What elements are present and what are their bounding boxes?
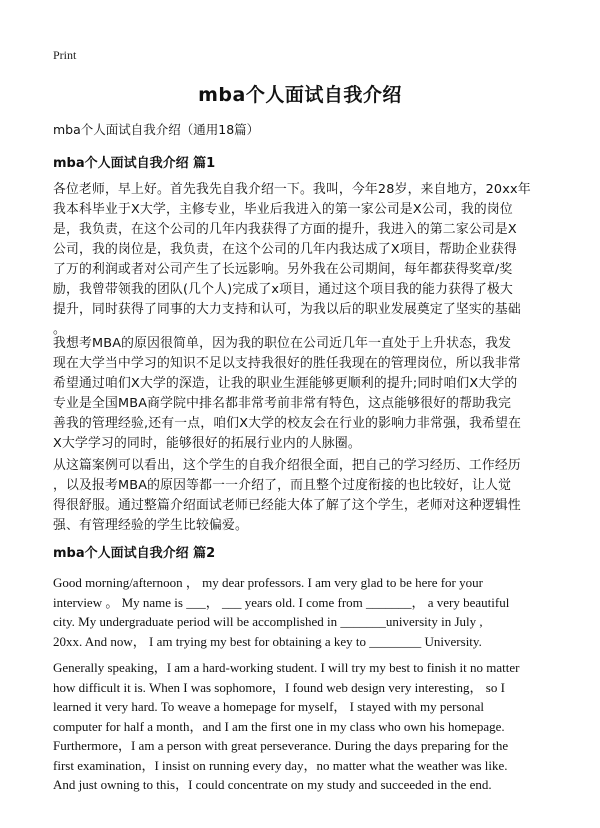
document-title: mba个人面试自我介绍 xyxy=(198,84,402,106)
text-line: Good morning/afternoon ， my dear professors. I am very glad to be here for your xyxy=(53,575,483,590)
text-line: computer for half a month，and I am the first one in my class who own his homepage. xyxy=(53,718,505,734)
section-heading-2: mba个人面试自我介绍 篇2 xyxy=(53,546,216,561)
text-line: 从这篇案例可以看出，这个学生的自我介绍很全面，把自己的学习经历、工作经历 xyxy=(53,458,521,473)
text-line: 我想考MBA的原因很简单，因为我的职位在公司近几年一直处于上升状态，我发 xyxy=(53,336,512,351)
text-line: interview 。 My name is ___， ___ years old. I come from _______， a very beautiful xyxy=(53,594,510,610)
text-line: 公司，我的岗位是，我负责，在这个公司的几年内我达成了X项目，帮助企业获得 xyxy=(53,242,517,257)
text-line: 。 xyxy=(53,322,66,337)
text-line: learned it very hard. To weave a homepage for myself， I stayed with my personal xyxy=(53,699,484,714)
text-line: 我本科毕业于X大学，主修专业，毕业后我进入的第一家公司是X公司，我的岗位 xyxy=(53,202,513,217)
document-subtitle: mba个人面试自我介绍（通用18篇） xyxy=(53,122,260,137)
text-line: 20xx. And now， I am trying my best for obtaining a key to ________ University. xyxy=(53,633,482,649)
paragraph-1-1 xyxy=(53,180,550,340)
print-link[interactable]: Print xyxy=(53,48,77,62)
text-line: 提升，同时获得了同事的大力支持和认可，为我以后的职业发展奠定了坚实的基础 xyxy=(53,302,521,317)
paragraph-1-3 xyxy=(53,456,550,536)
text-line: X大学学习的同时，能够很好的拓展行业内的人脉圈。 xyxy=(53,436,361,451)
text-line: 得很舒服。通过整篇介绍面试老师已经能大体了解了这个学生，老师对这种逻辑性 xyxy=(53,498,521,513)
text-line: city. My undergraduate period will be accomplished in _______university in July , xyxy=(53,614,483,629)
text-line: Generally speaking，I am a hard-working student. I will try my best to finish it no matter xyxy=(53,660,520,675)
text-line: ，以及报考MBA的原因等都一一介绍了，而且整个过度衔接的也比较好，让人觉 xyxy=(53,478,512,493)
section-heading-1: mba个人面试自我介绍 篇1 xyxy=(53,156,216,171)
text-line: 现在大学当中学习的知识不足以支持我很好的胜任我现在的管理岗位，所以我非常 xyxy=(53,356,521,371)
text-line: 善我的管理经验,还有一点，咱们X大学的校友会在行业的影响力非常强，我希望在 xyxy=(53,416,522,431)
text-line: 专业是全国MBA商学院中排名都非常考前非常有特色，这点能够很好的帮助我完 xyxy=(53,396,512,411)
text-line: first examination，I insist on running every day，no matter what the weather was like. xyxy=(53,757,508,773)
text-line: Furthermore，I am a person with great perseverance. During the days preparing for the xyxy=(53,738,509,753)
text-line: 各位老师，早上好。首先我先自我介绍一下。我叫，今年28岁，来自地方，20xx年 xyxy=(53,182,531,197)
text-line: And just owning to this，I could concentrate on my study and succeeded in the end. xyxy=(53,777,492,792)
text-line: how difficult it is. When I was sophomore，I found web design very interesting， so I xyxy=(53,679,505,695)
text-line: 励，我曾带领我的团队(几个人)完成了x项目，通过这个项目我的能力获得了极大 xyxy=(53,282,514,297)
text-line: 了万的利润或者对公司产生了长远影响。另外我在公司期间，每年都获得奖章/奖 xyxy=(53,262,513,277)
paragraph-1-2 xyxy=(53,334,550,454)
paragraph-2-2 xyxy=(53,658,550,795)
text-line: 希望通过咱们X大学的深造，让我的职业生涯能够更顺利的提升;同时咱们X大学的 xyxy=(53,376,518,391)
text-line: 是，我负责，在这个公司的几年内我获得了方面的提升，我进入的第二家公司是X xyxy=(53,222,517,237)
paragraph-2-1 xyxy=(53,573,550,651)
text-line: 强、有管理经验的学生比较偏爱。 xyxy=(53,518,248,533)
